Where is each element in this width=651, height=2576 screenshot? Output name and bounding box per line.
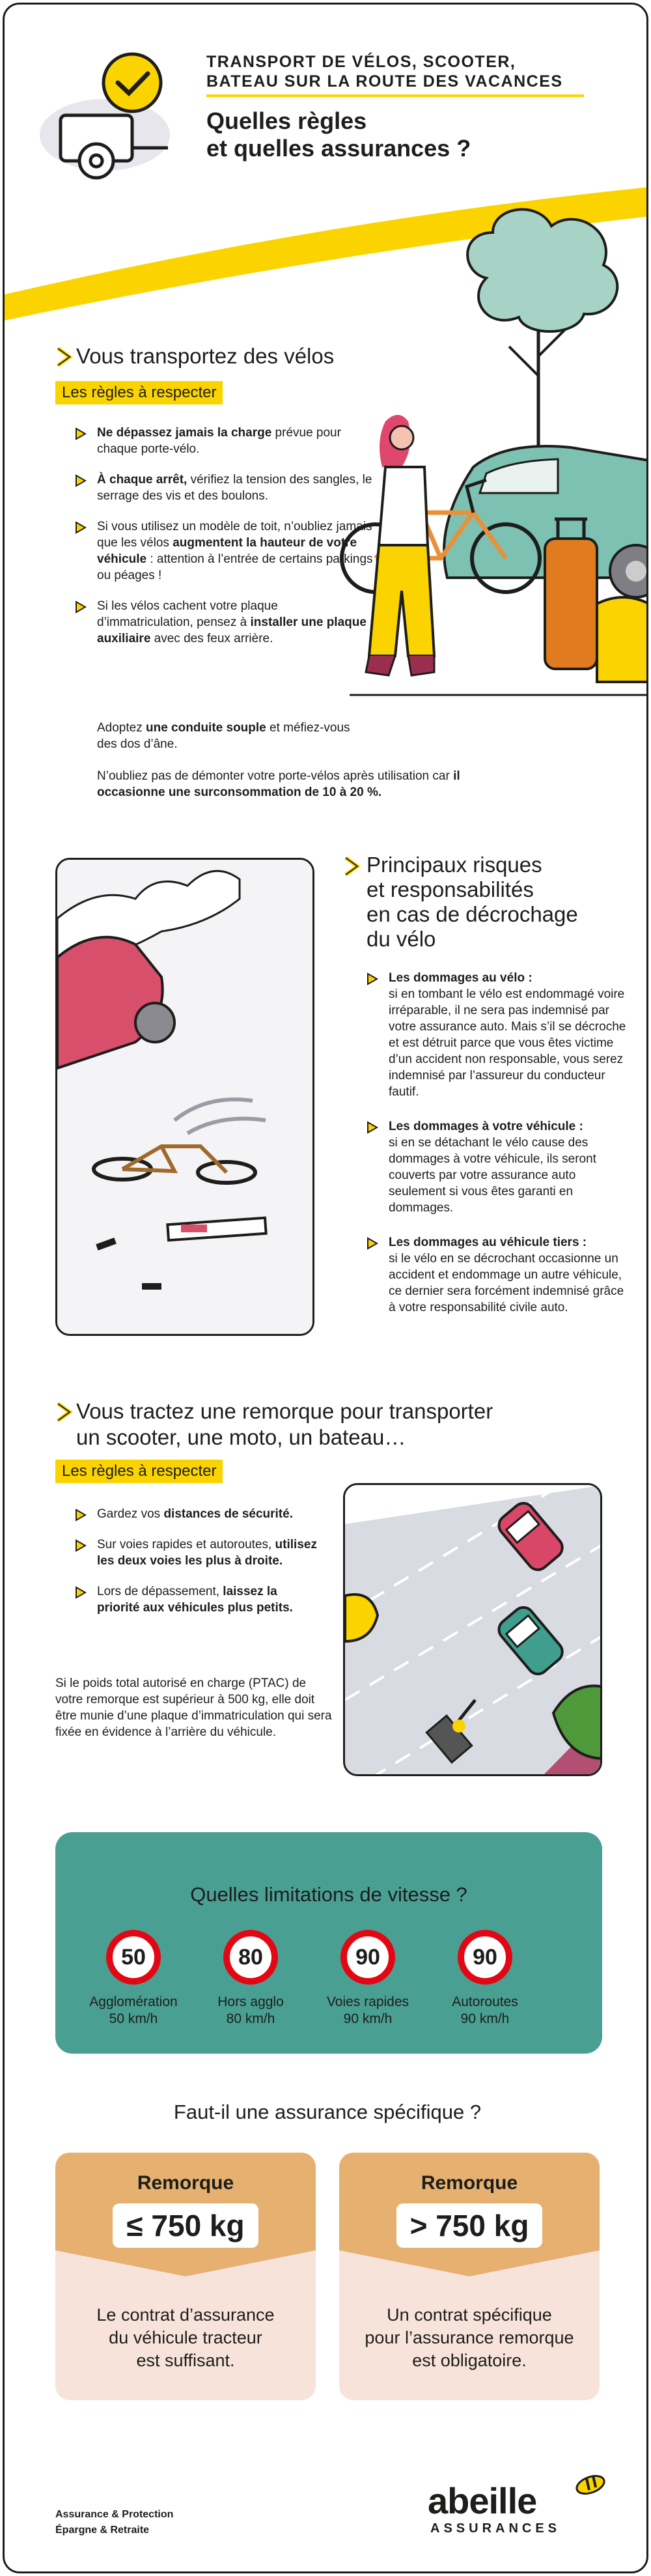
para-text: N’oubliez pas de démonter votre porte-vélos après utilisation car [97,769,454,783]
subtitle-line: TRANSPORT DE VÉLOS, SCOOTER, [206,53,516,71]
speed-sign-label: Voies rapides [326,1994,409,2009]
list-item [75,598,374,647]
risk-title: Les dommages au vélo : [389,971,533,985]
brand-logo [421,2468,616,2540]
list-item [75,1583,322,1616]
speed-sign-label: Agglomération [89,1994,178,2009]
chevron-bullet-icon [75,521,88,534]
speed-sign-sub: 80 km/h [226,2011,275,2026]
speed-sign-sub: 90 km/h [460,2011,510,2026]
bullet-text: : attention à l’entrée de certains parkings ou péages ! [97,552,373,582]
section1-title: Vous transportez des vélos [76,344,335,368]
speed-sign-sub: 90 km/h [343,2011,393,2026]
speed-sign-label: Hors agglo [217,1994,284,2009]
speed-limits-panel [55,1832,602,2054]
section1-chevron-icon [55,346,74,368]
subtitle-line: BATEAU SUR LA ROUTE DES VACANCES [206,72,563,91]
para-bold: il occasionne une surconsommation de 10 à 20 %. [97,769,460,799]
speed-sign-value: 90 [340,1930,395,1985]
section1-rules-list [75,425,374,661]
section1-tag: Les règles à respecter [55,381,223,404]
list-item [75,425,374,457]
road-panel [343,1483,602,1776]
bullet-text: prévue pour chaque porte-vélo. [97,426,341,456]
speed-sign-1 [81,1930,186,2028]
bullet-bold: laissez la priorité aux véhicules plus petits. [97,1585,293,1615]
card-notch [55,2250,316,2289]
footer-tagline [55,2507,173,2538]
accident-panel [55,858,314,1336]
card-text-line: est suffisant. [136,2351,235,2370]
section2-title [367,853,627,952]
list-item [367,970,633,1100]
chevron-bullet-icon [75,474,88,487]
chevron-bullet-icon [75,1539,88,1552]
bullet-text: Si les vélos cachent votre plaque d’immatriculation, pensez à [97,599,278,629]
bullet-bold: distances de sécurité. [163,1507,293,1521]
brand-sub: ASSURANCES [430,2521,561,2536]
trailer-logo [35,44,184,180]
bullet-text: Gardez vos [97,1507,164,1521]
bullet-text: Sur voies rapides et autoroutes, [97,1538,275,1551]
title-line: Quelles règles [206,107,367,134]
speed-sign-label: Autoroutes [452,1994,518,2009]
list-item [75,472,374,504]
chevron-bullet-icon [367,1121,380,1134]
insurance-title: Faut-il une assurance spécifique ? [173,2101,482,2123]
speed-sign-sub: 50 km/h [109,2011,158,2026]
risk-title: Les dommages au véhicule tiers : [389,1236,587,1249]
speed-sign-value: 50 [106,1930,161,1985]
infographic-frame [3,3,648,2573]
title-line: un scooter, une moto, un bateau… [76,1425,406,1449]
card-text-line: Un contrat spécifique [387,2305,552,2325]
card-text-line: Le contrat d’assurance [96,2305,275,2325]
bullet-bold: installer une plaque auxiliaire [97,616,367,645]
speed-sign-value: 90 [458,1930,512,1985]
card-text-line: du véhicule tracteur [109,2328,262,2347]
bike-rack-illustration [337,408,648,701]
para-bold: une conduite souple [146,721,266,735]
bee-icon [571,2468,610,2497]
speed-sign-3 [316,1930,420,2028]
section3-chevron-icon [55,1401,74,1423]
risk-title: Les dommages à votre véhicule : [389,1120,583,1133]
section2-risks-list [367,970,633,1330]
speed-title: Quelles limitations de vitesse ? [190,1883,467,1906]
speed-sign-value: 80 [223,1930,278,1985]
bullet-bold: augmentent la hauteur de votre véhicule [97,536,357,566]
bullet-bold: Ne dépassez jamais la charge [97,426,272,440]
risk-text: si en tombant le vélo est endommagé voire irréparable, il ne sera pas indemnisé par votre assurance auto. Mais s’il se décroche et est détruit parce que vous êtes victime d’un accident non responsable, vous serez indemnisé par l’assureur du conducteur fautif. [389,987,626,1099]
section3-rules-list [75,1506,322,1630]
card-notch [339,2250,600,2289]
title-line: du vélo [367,927,436,951]
brand-name: abeille [428,2480,537,2521]
bullet-text: avec des feux arrière. [150,632,273,645]
title-line: Vous tractez une remorque pour transporter [76,1399,493,1423]
bullet-bold: utilisez les deux voies les plus à droite. [97,1538,317,1568]
tagline-line: Épargne & Retraite [55,2525,150,2536]
chevron-bullet-icon [75,1508,88,1522]
chevron-bullet-icon [75,1586,88,1599]
card-text [55,2304,316,2372]
insurance-card-2 [339,2153,600,2400]
list-item [75,1506,322,1522]
card-weight: ≤ 750 kg [113,2203,258,2248]
list-item [367,1234,633,1316]
title-line: Principaux risques [367,853,542,877]
speed-sign-4 [433,1930,537,2028]
card-text [339,2304,600,2372]
title-line: et quelles assurances ? [206,135,471,162]
section2-chevron-icon [343,855,361,877]
speed-sign-2 [199,1930,303,2028]
card-text-line: est obligatoire. [412,2351,527,2370]
card-weight: > 750 kg [396,2203,542,2248]
tagline-line: Assurance & Protection [55,2509,174,2520]
list-item [367,1118,633,1216]
card-title: Remorque [137,2172,234,2194]
header-subtitle [206,52,610,91]
header-rule [206,94,584,97]
list-item [75,518,374,584]
card-text-line: pour l’assurance remorque [365,2328,574,2347]
page-title [206,107,610,162]
card-title: Remorque [421,2172,518,2194]
chevron-bullet-icon [75,427,88,440]
chevron-bullet-icon [367,1237,380,1250]
chevron-bullet-icon [367,972,380,985]
risk-text: si le vélo en se décrochant occasionne un accident et endommage un autre véhicule, ce dernier sera forcément indemnisé grâce à votre responsabilité civile auto. [389,1252,624,1314]
risk-text: si en se détachant le vélo cause des dommages à votre véhicule, ils seront couverts par votre assurance auto seulement si vous êtes garanti en dommages. [389,1136,596,1215]
bullet-bold: À chaque arrêt, [97,473,187,487]
section3-ptac-note: Si le poids total autorisé en charge (PTAC) de votre remorque est supérieur à 500 kg, elle doit être munie d’une plaque d’immatriculation qui sera fixée en évidence à l’arrière du véhicule. [55,1677,332,1739]
bullet-text: Lors de dépassement, [97,1585,223,1598]
section3-tag: Les règles à respecter [55,1460,223,1483]
bullet-text: vérifiez la tension des sangles, le serrage des vis et des boulons. [97,473,372,503]
bullet-text: Si vous utilisez un modèle de toit, n’oubliez jamais que les vélos [97,520,372,550]
section1-para2 [97,768,488,800]
chevron-bullet-icon [75,601,88,614]
list-item [75,1536,322,1569]
section1-para1 [97,720,357,752]
title-line: et responsabilités [367,877,534,901]
title-line: en cas de décrochage [367,902,578,926]
para-text: Adoptez [97,721,146,735]
insurance-card-1 [55,2153,316,2400]
section3-title [76,1398,610,1451]
para-text: et méfiez-vous des dos d’âne. [97,721,350,751]
